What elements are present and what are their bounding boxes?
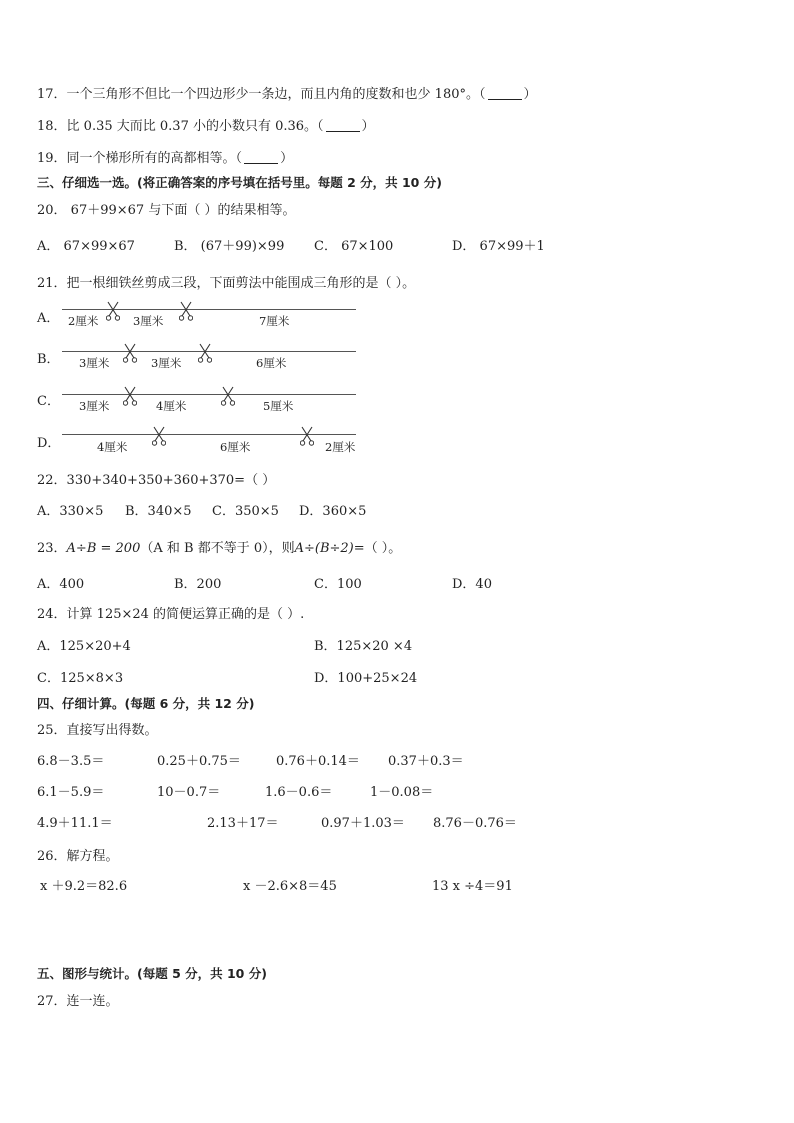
- wire-line-c: [62, 394, 356, 395]
- calc-item: 1.6－0.6＝: [265, 785, 333, 800]
- segment-label: 5厘米: [263, 399, 294, 413]
- answer-blank-19[interactable]: [244, 151, 278, 164]
- segment-label: 3厘米: [133, 314, 164, 328]
- question-23-stem: 23．A÷B = 200（A 和 B 都不等于 0），则A÷(B÷2)=（ ）。: [37, 541, 402, 556]
- question-17: 17．一个三角形不但比一个四边形少一条边，而且内角的度数和也少 180°。（ ）: [37, 87, 537, 102]
- q21-option-a-letter[interactable]: A．: [37, 311, 60, 326]
- scissors-icon: [198, 343, 212, 363]
- question-27-stem: 27．连一连。: [37, 994, 119, 1009]
- calc-item: 10－0.7＝: [157, 785, 221, 800]
- q22-option-c[interactable]: C．350×5: [212, 504, 279, 519]
- question-26-stem: 26．解方程。: [37, 849, 119, 864]
- segment-label: 2厘米: [68, 314, 99, 328]
- equation-item: x ＋9.2＝82.6: [40, 879, 128, 894]
- section-3-heading: 三、仔细选一选。(将正确答案的序号填在括号里。每题 2 分，共 10 分): [37, 175, 442, 190]
- q20-option-b[interactable]: B． (67＋99)×99: [174, 239, 285, 254]
- answer-blank-18[interactable]: [326, 119, 360, 132]
- calc-item: 0.37＋0.3＝: [388, 754, 464, 769]
- question-18: 18．比 0.35 大而比 0.37 小的小数只有 0.36。（ ）: [37, 119, 375, 134]
- q24-option-a[interactable]: A．125×20+4: [37, 639, 131, 654]
- calc-item: 0.25＋0.75＝: [157, 754, 241, 769]
- calc-item: 4.9＋11.1＝: [37, 816, 113, 831]
- equation-item: x －2.6×8＝45: [243, 879, 337, 894]
- answer-blank-17[interactable]: [488, 87, 522, 100]
- q21-option-c-letter[interactable]: C．: [37, 394, 60, 409]
- q22-option-b[interactable]: B．340×5: [125, 504, 192, 519]
- q20-option-c[interactable]: C． 67×100: [314, 239, 394, 254]
- calc-item: 0.76＋0.14＝: [276, 754, 360, 769]
- q23-option-c[interactable]: C．100: [314, 577, 362, 592]
- segment-label: 3厘米: [79, 399, 110, 413]
- segment-label: 4厘米: [156, 399, 187, 413]
- question-25-stem: 25．直接写出得数。: [37, 723, 158, 738]
- calc-item: 0.97＋1.03＝: [321, 816, 405, 831]
- q20-option-d[interactable]: D． 67×99＋1: [452, 239, 545, 254]
- segment-label: 3厘米: [79, 356, 110, 370]
- q21-option-d-letter[interactable]: D．: [37, 436, 61, 451]
- calc-item: 1－0.08＝: [370, 785, 434, 800]
- question-22-stem: 22．330+340+350+360+370=（ ）: [37, 473, 276, 488]
- scissors-icon: [152, 426, 166, 446]
- equation-item: 13 x ÷4＝91: [432, 879, 513, 894]
- q23-option-a[interactable]: A．400: [37, 577, 85, 592]
- q24-option-c[interactable]: C．125×8×3: [37, 671, 124, 686]
- scissors-icon: [106, 301, 120, 321]
- calc-item: 6.1－5.9＝: [37, 785, 105, 800]
- scissors-icon: [300, 426, 314, 446]
- question-24-stem: 24．计算 125×24 的简便运算正确的是（ ）.: [37, 607, 305, 622]
- scissors-icon: [179, 301, 193, 321]
- q23-option-b[interactable]: B．200: [174, 577, 222, 592]
- question-20-stem: 20． 67＋99×67 与下面（ ）的结果相等。: [37, 203, 296, 218]
- scissors-icon: [221, 386, 235, 406]
- segment-label: 4厘米: [97, 440, 128, 454]
- question-19: 19．同一个梯形所有的高都相等。（ ）: [37, 151, 294, 166]
- q22-option-a[interactable]: A．330×5: [37, 504, 104, 519]
- q24-option-d[interactable]: D．100+25×24: [314, 671, 418, 686]
- section-4-heading: 四、仔细计算。(每题 6 分，共 12 分): [37, 696, 255, 711]
- segment-label: 6厘米: [256, 356, 287, 370]
- question-21-stem: 21．把一根细铁丝剪成三段，下面剪法中能围成三角形的是（ ）。: [37, 276, 416, 291]
- q24-option-b[interactable]: B．125×20 ×4: [314, 639, 413, 654]
- scissors-icon: [123, 386, 137, 406]
- section-5-heading: 五、图形与统计。(每题 5 分，共 10 分): [37, 966, 267, 981]
- q23-option-d[interactable]: D．40: [452, 577, 492, 592]
- calc-item: 6.8－3.5＝: [37, 754, 105, 769]
- q22-option-d[interactable]: D．360×5: [299, 504, 367, 519]
- segment-label: 6厘米: [220, 440, 251, 454]
- calc-item: 8.76－0.76＝: [433, 816, 517, 831]
- segment-label: 2厘米: [325, 440, 356, 454]
- calc-item: 2.13＋17＝: [207, 816, 279, 831]
- q20-option-a[interactable]: A． 67×99×67: [37, 239, 135, 254]
- q21-option-b-letter[interactable]: B．: [37, 352, 60, 367]
- segment-label: 3厘米: [151, 356, 182, 370]
- scissors-icon: [123, 343, 137, 363]
- segment-label: 7厘米: [259, 314, 290, 328]
